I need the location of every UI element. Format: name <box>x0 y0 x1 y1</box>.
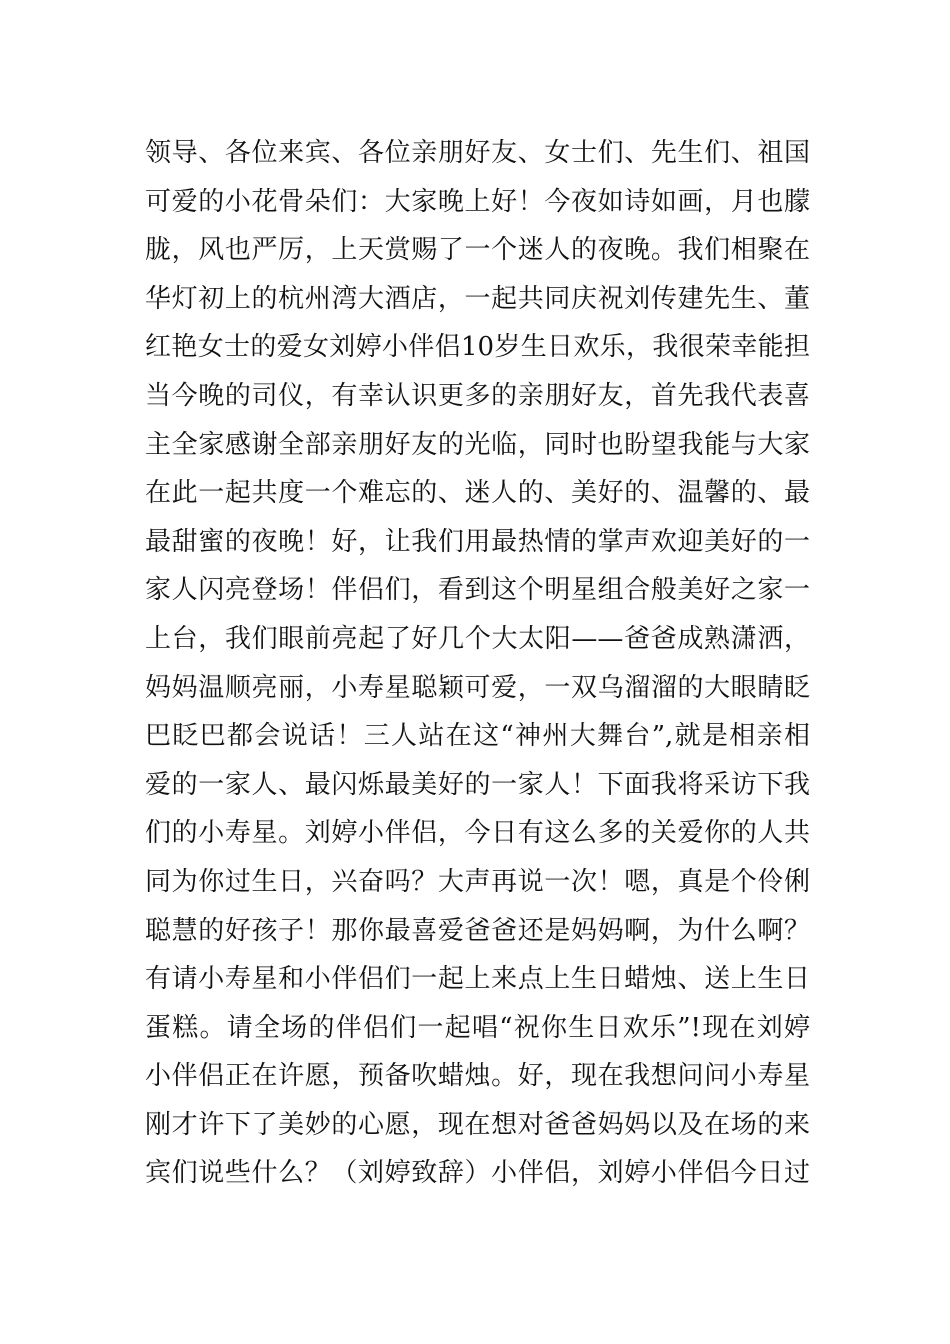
body-text <box>145 129 810 1198</box>
text-line: 妈妈温顺亮丽，小寿星聪颖可爱，一双乌溜溜的大眼睛眨 <box>145 672 810 703</box>
text-line: 红艳女士的爱女刘婷小伴侣10岁生日欢乐，我很荣幸能担 <box>145 332 810 363</box>
text-line: 巴眨巴都会说话！三人站在这“神州大舞台”,就是相亲相 <box>145 721 810 752</box>
text-line: 胧，风也严厉，上天赏赐了一个迷人的夜晚。我们相聚在 <box>145 235 810 266</box>
text-line: 聪慧的好孩子！那你最喜爱爸爸还是妈妈啊，为什么啊？ <box>145 915 810 946</box>
text-line: 当今晚的司仪，有幸认识更多的亲朋好友，首先我代表喜 <box>145 380 810 411</box>
text-line: 刚才许下了美妙的心愿，现在想对爸爸妈妈以及在场的来 <box>145 1109 810 1140</box>
text-line: 上台，我们眼前亮起了好几个大太阳——爸爸成熟潇洒， <box>145 623 810 654</box>
text-line: 同为你过生日，兴奋吗？大声再说一次！嗯，真是个伶俐 <box>145 866 810 897</box>
text-line: 主全家感谢全部亲朋好友的光临，同时也盼望我能与大家 <box>145 429 810 460</box>
text-line: 在此一起共度一个难忘的、迷人的、美好的、温馨的、最 <box>145 478 810 509</box>
text-line: 领导、各位来宾、各位亲朋好友、女士们、先生们、祖国 <box>145 138 810 168</box>
text-line: 有请小寿星和小伴侣们一起上来点上生日蜡烛、送上生日 <box>145 964 810 995</box>
text-line: 宾们说些什么？（刘婷致辞）小伴侣，刘婷小伴侣今日过 <box>145 1158 810 1189</box>
text-line: 小伴侣正在许愿，预备吹蜡烛。好，现在我想问问小寿星 <box>145 1061 810 1092</box>
text-line: 最甜蜜的夜晚！好，让我们用最热情的掌声欢迎美好的一 <box>145 526 810 557</box>
text-line: 们的小寿星。刘婷小伴侣，今日有这么多的关爱你的人共 <box>145 818 810 849</box>
text-line: 蛋糕。请全场的伴侣们一起唱“祝你生日欢乐”!现在刘婷 <box>145 1012 810 1043</box>
text-line: 爱的一家人、最闪烁最美好的一家人！下面我将采访下我 <box>145 769 810 800</box>
text-line: 家人闪亮登场！伴侣们，看到这个明星组合般美好之家一 <box>145 575 810 606</box>
text-line: 华灯初上的杭州湾大酒店，一起共同庆祝刘传建先生、董 <box>145 283 810 314</box>
text-line: 可爱的小花骨朵们：大家晚上好！今夜如诗如画，月也朦 <box>145 186 810 217</box>
